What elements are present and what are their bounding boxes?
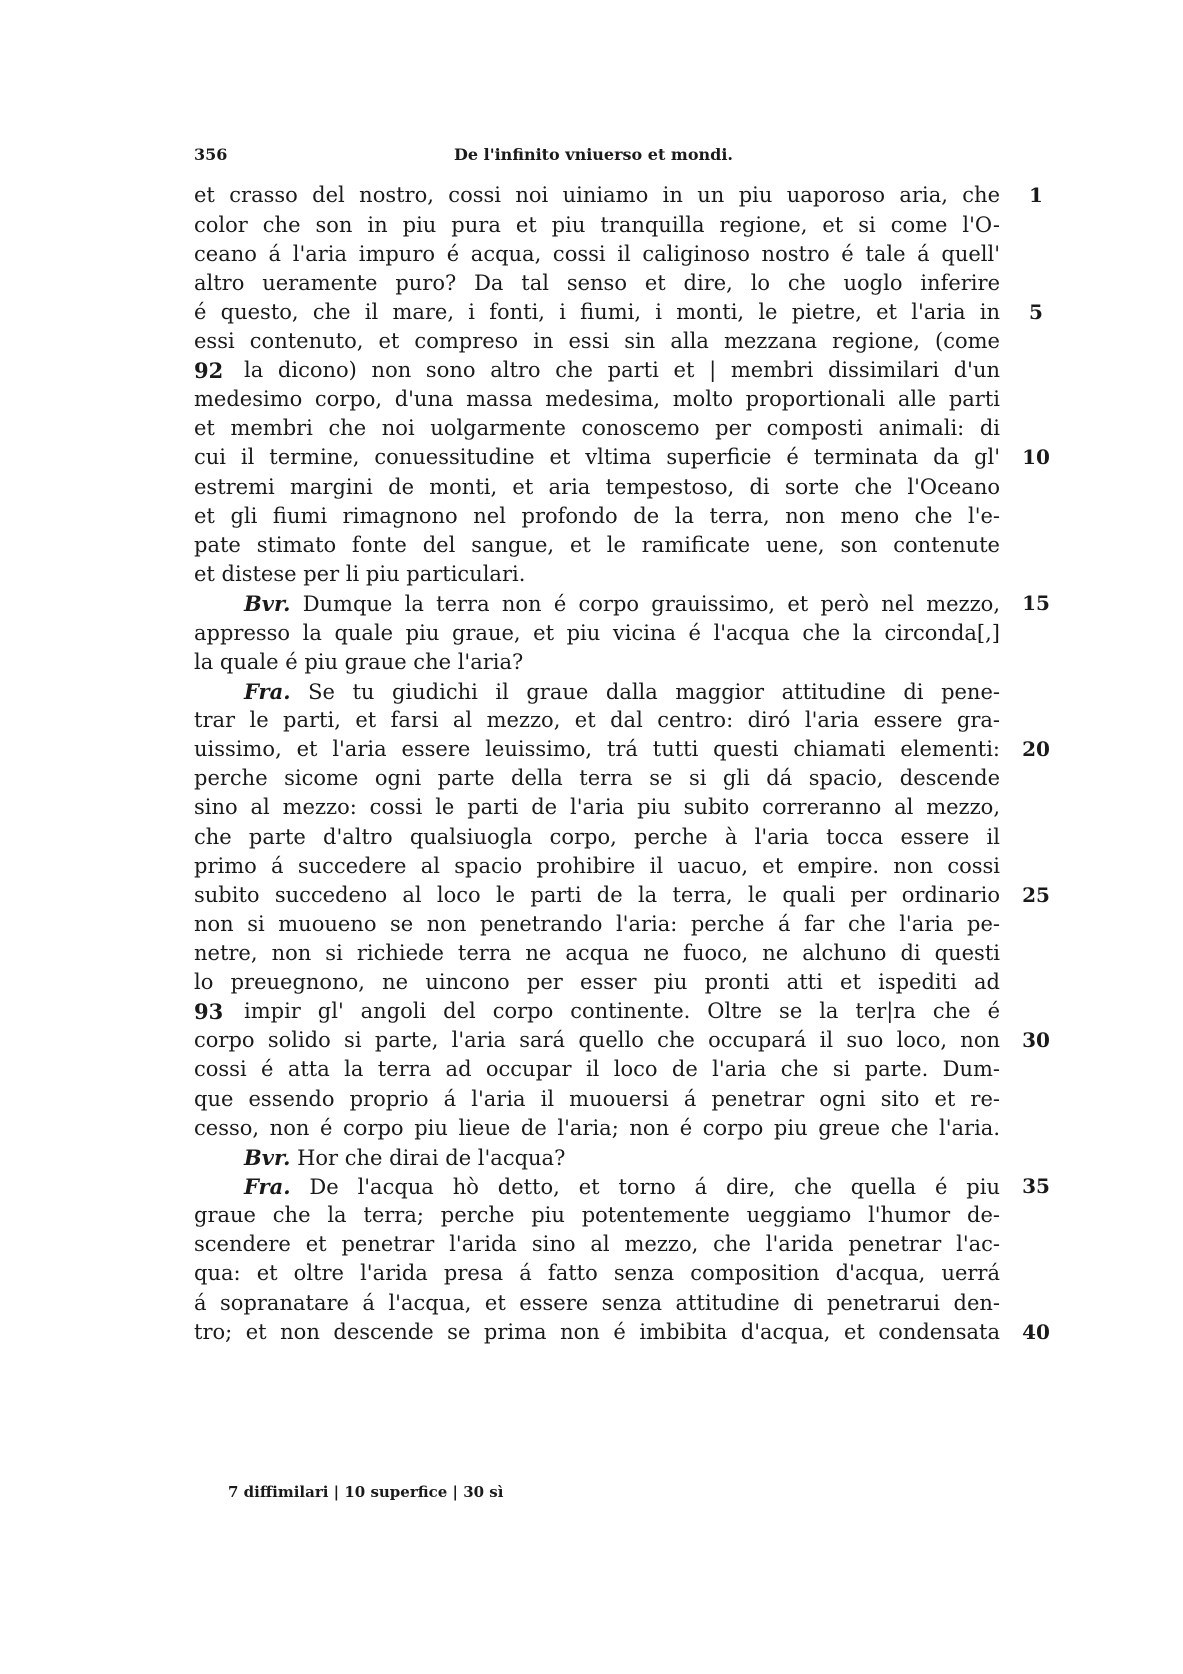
text-line: perche sicome ogni parte della terra se si gli dá spacio, descende (194, 766, 1000, 790)
speaker-label: Fra. (244, 679, 291, 704)
speech-text: Dumque la terra non é corpo grauissimo, et però nel mezzo, (302, 592, 1000, 616)
text-line: medesimo corpo, d'una massa medesima, molto proportionali alle parti (194, 387, 1000, 411)
text-line: ceano á l'aria impuro é acqua, cossi il caliginoso nostro é tale á quell' (194, 242, 1000, 266)
text-line: tro; et non descende se prima non é imbibita d'acqua, et condensata (194, 1320, 1000, 1344)
text-line: sino al mezzo: cossi le parti de l'aria piu subito correranno al mezzo, (194, 795, 1000, 819)
speech-text: De l'acqua hò detto, et torno á dire, che quella é piu (309, 1175, 1000, 1199)
text-line: netre, non si richiede terra ne acqua ne fuoco, ne alchuno di questi (194, 941, 1000, 965)
text-line (244, 676, 1000, 707)
line-number: 20 (1022, 737, 1050, 761)
text-line (244, 588, 1000, 619)
speech-text: Hor che dirai de l'acqua? (297, 1146, 566, 1170)
text-line: la dicono) non sono altro che parti et | membri dissimilari d'un (244, 358, 1000, 382)
line-number: 5 (1029, 300, 1043, 324)
page-number: 356 (194, 145, 228, 164)
text-line: color che son in piu pura et piu tranquilla regione, et si come l'O- (194, 213, 1000, 237)
text-line: essi contenuto, et compreso in essi sin alla mezzana regione, (come (194, 329, 1000, 353)
text-line (244, 1142, 1000, 1173)
text-line: uissimo, et l'aria essere leuissimo, trá tutti questi chiamati elementi: (194, 737, 1000, 761)
line-number: 40 (1022, 1320, 1050, 1344)
margin-page-ref: 93 (194, 999, 224, 1024)
text-line: che parte d'altro qualsiuogla corpo, perche à l'aria tocca essere il (194, 825, 1000, 849)
margin-page-ref: 92 (194, 358, 224, 383)
text-line: graue che la terra; perche piu potentemente ueggiamo l'humor de- (194, 1203, 1000, 1227)
text-line: non si muoueno se non penetrando l'aria: perche á far che l'aria pe- (194, 912, 1000, 936)
text-line: lo preuegnono, ne uincono per esser piu pronti atti et ispediti ad (194, 970, 1000, 994)
text-line: et distese per li piu particulari. (194, 562, 526, 586)
speaker-label: Bvr. (244, 591, 291, 616)
text-line: cossi é atta la terra ad occupar il loco de l'aria che si parte. Dum- (194, 1057, 1000, 1081)
text-line: et membri che noi uolgarmente conoscemo per composti animali: di (194, 416, 1000, 440)
text-line: primo á succedere al spacio prohibire il uacuo, et empire. non cossi (194, 854, 1000, 878)
text-line: et gli fiumi rimagnono nel profondo de la terra, non meno che l'e- (194, 504, 1000, 528)
text-line: é questo, che il mare, i fonti, i fiumi, i monti, le pietre, et l'aria in (194, 300, 1000, 324)
text-line: altro ueramente puro? Da tal senso et dire, lo che uoglo inferire (194, 271, 1000, 295)
text-line: cesso, non é corpo piu lieue de l'aria; non é corpo piu greue che l'aria. (194, 1116, 1000, 1140)
line-number: 30 (1022, 1028, 1050, 1052)
text-line: et crasso del nostro, cossi noi uiniamo in un piu uaporoso aria, che (194, 183, 1000, 207)
line-number: 15 (1022, 591, 1050, 615)
text-line: appresso la quale piu graue, et piu vicina é l'acqua che la circonda[,] (194, 621, 1000, 645)
text-line: scendere et penetrar l'arida sino al mezzo, che l'arida penetrar l'ac- (194, 1232, 1000, 1256)
text-line: impir gl' angoli del corpo continente. Oltre se la ter|ra che é (244, 999, 1000, 1023)
text-line: la quale é piu graue che l'aria? (194, 650, 524, 674)
text-line: cui il termine, conuessitudine et vltima superficie é terminata da gl' (194, 445, 1000, 469)
text-line: pate stimato fonte del sangue, et le ramificate uene, son contenute (194, 533, 1000, 557)
text-line: qua: et oltre l'arida presa á fatto senza composition d'acqua, uerrá (194, 1261, 1000, 1285)
speech-text: Se tu giudichi il graue dalla maggior attitudine di pene- (308, 680, 1000, 704)
text-line (244, 1171, 1000, 1202)
running-title: De l'infinito vniuerso et mondi. (454, 145, 733, 164)
line-number: 1 (1029, 183, 1043, 207)
text-line: corpo solido si parte, l'aria sará quello che occupará il suo loco, non (194, 1028, 1000, 1052)
text-line: á sopranatare á l'acqua, et essere senza attitudine di penetrarui den- (194, 1291, 1000, 1315)
running-head (194, 145, 1014, 169)
line-number: 35 (1022, 1174, 1050, 1198)
text-line: subito succedeno al loco le parti de la terra, le quali per ordinario (194, 883, 1000, 907)
text-line: estremi margini de monti, et aria tempestoso, di sorte che l'Oceano (194, 475, 1000, 499)
speaker-label: Bvr. (244, 1145, 291, 1170)
text-line: que essendo proprio á l'aria il muouersi á penetrar ogni sito et re- (194, 1087, 1000, 1111)
speaker-label: Fra. (244, 1174, 291, 1199)
line-number: 10 (1022, 445, 1050, 469)
critical-apparatus: 7 diffimilari | 10 superfice | 30 sì (228, 1483, 504, 1501)
text-line: trar le parti, et farsi al mezzo, et dal centro: diró l'aria essere gra- (194, 708, 1000, 732)
line-number: 25 (1022, 883, 1050, 907)
